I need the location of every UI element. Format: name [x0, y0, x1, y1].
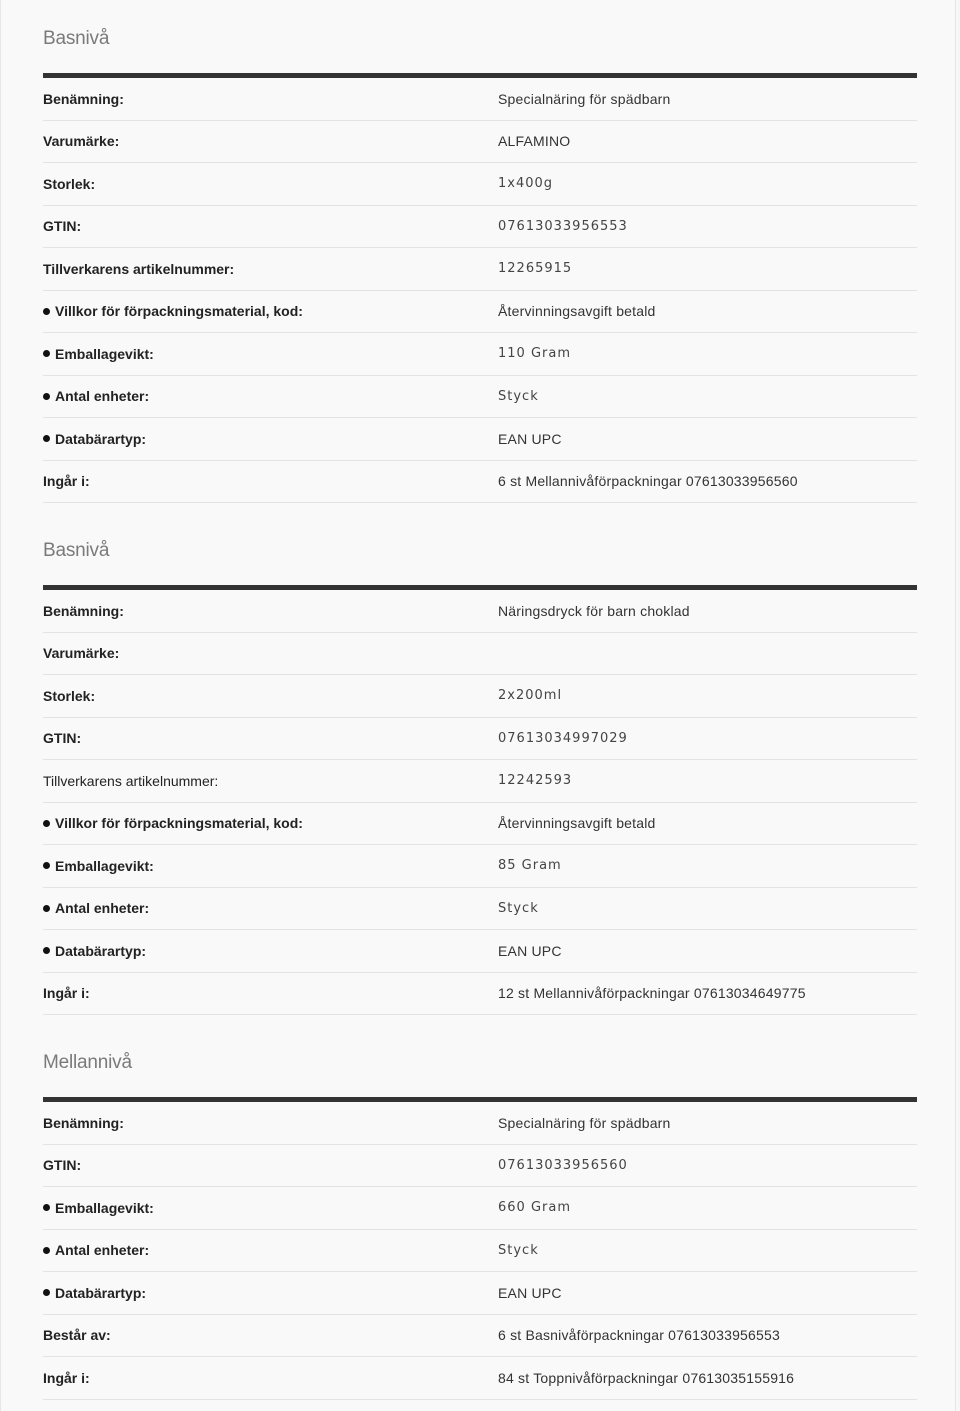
row-villkor	[43, 291, 917, 334]
bullet-icon	[43, 435, 50, 442]
row-gtin	[43, 206, 917, 249]
row-value: Återvinningsavgift betald	[498, 303, 656, 320]
row-value: 110 Gram	[498, 346, 571, 362]
row-value: 2x200ml	[498, 688, 563, 704]
row-label: Emballagevikt:	[55, 857, 154, 874]
row-storlek	[43, 675, 917, 718]
bullet-icon	[43, 905, 50, 912]
row-label: Databärartyp:	[55, 1284, 147, 1301]
row-label: Antal enheter:	[55, 900, 150, 917]
section-title: Basnivå	[43, 28, 110, 49]
row-databarartyp	[43, 1272, 917, 1315]
row-value: 1x400g	[498, 176, 554, 192]
row-label: Benämning:	[43, 90, 124, 107]
row-ingar-i	[43, 973, 917, 1016]
row-databarartyp	[43, 930, 917, 973]
row-label: Antal enheter:	[55, 388, 150, 405]
row-label: Emballagevikt:	[55, 1199, 154, 1216]
row-value: EAN UPC	[498, 430, 562, 447]
bullet-icon	[43, 1247, 50, 1254]
row-label: Databärartyp:	[55, 430, 147, 447]
bullet-icon	[43, 862, 50, 869]
row-label: Tillverkarens artikelnummer:	[43, 260, 235, 277]
row-value: 85 Gram	[498, 858, 562, 874]
row-value: 07613034997029	[498, 730, 628, 746]
section-mellanniva	[43, 1047, 917, 1400]
row-value: 6 st Basnivåförpackningar 07613033956553	[498, 1327, 780, 1344]
row-value: EAN UPC	[498, 942, 562, 959]
row-label: Varumärke:	[43, 645, 120, 662]
row-benamning	[43, 78, 917, 121]
row-label: Benämning:	[43, 1114, 124, 1131]
row-label: Databärartyp:	[55, 942, 147, 959]
row-storlek	[43, 163, 917, 206]
row-label: Villkor för förpackningsmaterial, kod:	[55, 815, 303, 832]
row-label: Ingår i:	[43, 1369, 90, 1386]
bullet-icon	[43, 350, 50, 357]
row-label: GTIN:	[43, 1157, 82, 1174]
row-value: 07613033956553	[498, 218, 628, 234]
row-emballagevikt	[43, 845, 917, 888]
row-gtin	[43, 1145, 917, 1188]
row-label: Benämning:	[43, 602, 124, 619]
row-databarartyp	[43, 418, 917, 461]
row-value: EAN UPC	[498, 1284, 562, 1301]
row-value: Specialnäring för spädbarn	[498, 1114, 671, 1131]
row-value: Styck	[498, 1242, 539, 1258]
row-label: Storlek:	[43, 687, 96, 704]
row-ingar-i	[43, 461, 917, 504]
row-ingar-i	[43, 1357, 917, 1400]
row-value: Näringsdryck för barn choklad	[498, 602, 690, 619]
bullet-icon	[43, 393, 50, 400]
row-artikelnummer	[43, 760, 917, 803]
row-antal-enheter	[43, 376, 917, 419]
row-villkor	[43, 803, 917, 846]
bullet-icon	[43, 820, 50, 827]
row-label: GTIN:	[43, 218, 82, 235]
bullet-icon	[43, 1289, 50, 1296]
row-value: Styck	[498, 388, 539, 404]
row-benamning	[43, 1102, 917, 1145]
row-label: Ingår i:	[43, 985, 90, 1002]
row-varumarke	[43, 121, 917, 164]
row-antal-enheter	[43, 1230, 917, 1273]
row-label: GTIN:	[43, 730, 82, 747]
section-basniva-1	[43, 23, 917, 503]
row-value: 07613033956560	[498, 1157, 628, 1173]
row-label: Varumärke:	[43, 133, 120, 150]
row-value: 12 st Mellannivåförpackningar 07613034649775	[498, 985, 806, 1002]
bullet-icon	[43, 308, 50, 315]
row-value: Specialnäring för spädbarn	[498, 90, 671, 107]
row-label: Storlek:	[43, 175, 96, 192]
row-value: 660 Gram	[498, 1200, 571, 1216]
row-emballagevikt	[43, 1187, 917, 1230]
row-value: 12265915	[498, 261, 573, 277]
section-title: Basnivå	[43, 540, 110, 561]
row-artikelnummer	[43, 248, 917, 291]
row-value: ALFAMINO	[498, 133, 571, 150]
row-label: Tillverkarens artikelnummer:	[43, 772, 219, 789]
row-antal-enheter	[43, 888, 917, 931]
row-emballagevikt	[43, 333, 917, 376]
row-bestar-av	[43, 1315, 917, 1358]
row-label: Består av:	[43, 1327, 111, 1344]
bullet-icon	[43, 1204, 50, 1211]
row-label: Villkor för förpackningsmaterial, kod:	[55, 303, 303, 320]
row-gtin	[43, 718, 917, 761]
row-benamning	[43, 590, 917, 633]
row-value: Återvinningsavgift betald	[498, 815, 656, 832]
row-value: Styck	[498, 900, 539, 916]
row-value: 6 st Mellannivåförpackningar 07613033956560	[498, 473, 798, 490]
bullet-icon	[43, 947, 50, 954]
section-basniva-2	[43, 535, 917, 1015]
row-value: 12242593	[498, 773, 573, 789]
row-label: Emballagevikt:	[55, 345, 154, 362]
row-label: Antal enheter:	[55, 1242, 150, 1259]
row-label: Ingår i:	[43, 473, 90, 490]
row-varumarke	[43, 633, 917, 676]
row-value: 84 st Toppnivåförpackningar 07613035155916	[498, 1369, 795, 1386]
section-title: Mellannivå	[43, 1052, 132, 1073]
